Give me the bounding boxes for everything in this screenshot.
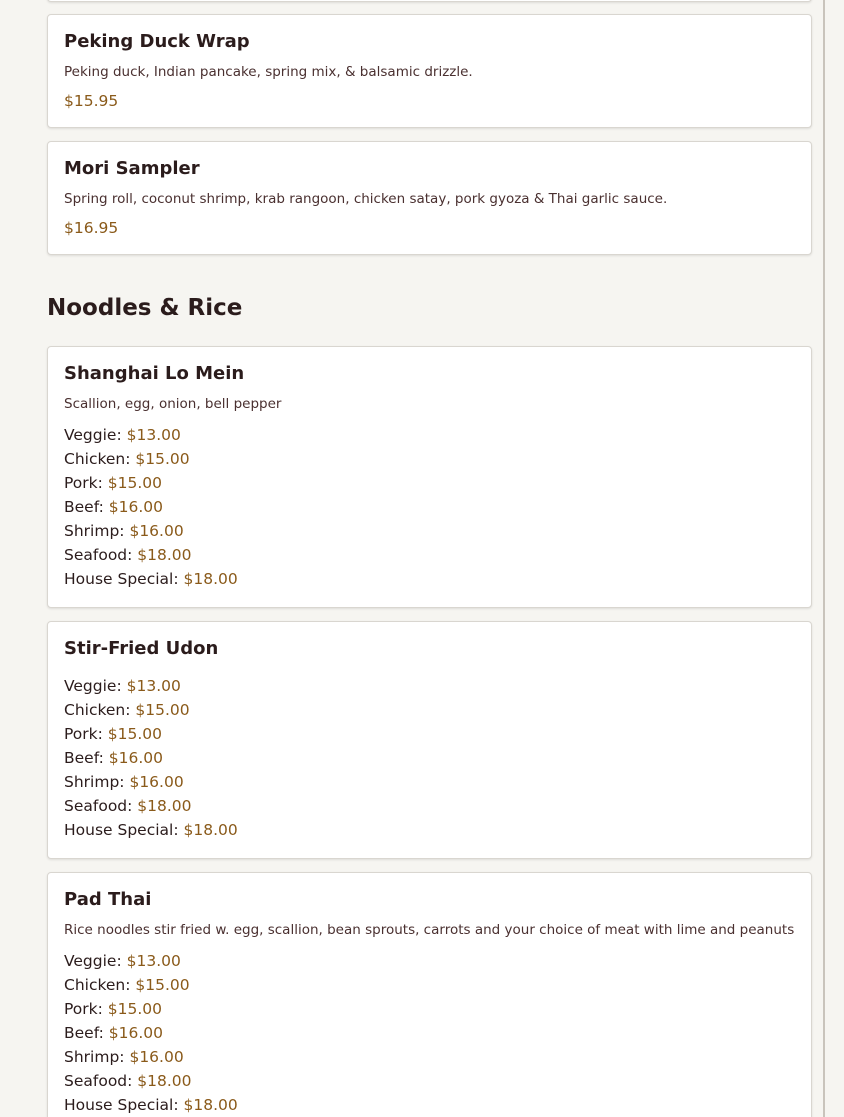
- menu-item-card: [47, 872, 812, 1117]
- price-option: [64, 794, 795, 818]
- price-label: Beef:: [64, 498, 104, 516]
- price-option: [64, 1093, 795, 1117]
- price-option: [64, 1045, 795, 1069]
- item-name: Stir-Fried Udon: [64, 638, 219, 659]
- menu-item-card: [47, 14, 812, 128]
- price-option: [64, 543, 795, 567]
- price-value: $15.00: [107, 474, 163, 492]
- menu-item-card: [47, 621, 812, 859]
- price-option: [64, 471, 795, 495]
- price-option: [64, 746, 795, 770]
- price-label: Seafood:: [64, 1072, 133, 1090]
- item-description: Rice noodles stir fried w. egg, scallion, bean sprouts, carrots and your choice of meat with lime and peanuts: [64, 922, 795, 938]
- item-name: Peking Duck Wrap: [64, 31, 250, 52]
- previous-menu-card: [47, 0, 812, 2]
- price-label: Chicken:: [64, 450, 131, 468]
- item-name: Pad Thai: [64, 889, 152, 910]
- price-value: $15.00: [135, 450, 190, 468]
- price-value: $18.00: [183, 821, 238, 839]
- price-value: $15.00: [107, 725, 163, 743]
- price-option: [64, 1069, 795, 1093]
- price-label: Pork:: [64, 474, 103, 492]
- price-label: Shrimp:: [64, 522, 125, 540]
- price-label: Seafood:: [64, 797, 133, 815]
- price-option: [64, 949, 795, 973]
- item-description: Peking duck, Indian pancake, spring mix, & balsamic drizzle.: [64, 64, 473, 80]
- price-label: House Special:: [64, 821, 179, 839]
- price-value: $18.00: [137, 1072, 192, 1090]
- price-value: $16.00: [108, 498, 164, 516]
- item-name: Mori Sampler: [64, 158, 200, 179]
- price-option: [64, 722, 795, 746]
- price-option: [64, 495, 795, 519]
- price-value: $18.00: [137, 797, 192, 815]
- item-description: Spring roll, coconut shrimp, krab rangoon, chicken satay, pork gyoza & Thai garlic sauce.: [64, 191, 668, 207]
- price-label: Veggie:: [64, 952, 122, 970]
- item-description: Scallion, egg, onion, bell pepper: [64, 396, 282, 412]
- price-label: House Special:: [64, 570, 179, 588]
- price-value: $15.00: [107, 1000, 163, 1018]
- price-option: [64, 698, 795, 722]
- price-label: Seafood:: [64, 546, 133, 564]
- price-label: Shrimp:: [64, 1048, 125, 1066]
- price-option: [64, 519, 795, 543]
- price-label: Veggie:: [64, 426, 122, 444]
- price-option: [64, 770, 795, 794]
- price-label: Chicken:: [64, 976, 131, 994]
- price-option: [64, 997, 795, 1021]
- price-label: Pork:: [64, 725, 103, 743]
- price-option: [64, 447, 795, 471]
- price-value: $15.00: [135, 976, 190, 994]
- price-value: $16.00: [108, 749, 164, 767]
- price-option: [64, 818, 795, 842]
- menu-item-card: [47, 141, 812, 255]
- price-value: $13.00: [126, 952, 181, 970]
- price-value: $13.00: [126, 677, 181, 695]
- price-value: $18.00: [183, 570, 238, 588]
- price-option: [64, 567, 795, 591]
- price-value: $15.00: [135, 701, 190, 719]
- item-price: $15.95: [64, 92, 119, 110]
- section-title: Noodles & Rice: [47, 295, 243, 321]
- price-label: Shrimp:: [64, 773, 125, 791]
- item-price: $16.95: [64, 219, 119, 237]
- page-edge-divider: [823, 0, 825, 1117]
- menu-content: [47, 0, 812, 1117]
- price-label: Veggie:: [64, 677, 122, 695]
- price-value: $18.00: [183, 1096, 238, 1114]
- price-option: [64, 1021, 795, 1045]
- price-label: House Special:: [64, 1096, 179, 1114]
- price-value: $16.00: [108, 1024, 164, 1042]
- price-option: [64, 973, 795, 997]
- price-label: Beef:: [64, 749, 104, 767]
- price-value: $13.00: [126, 426, 181, 444]
- item-name: Shanghai Lo Mein: [64, 363, 245, 384]
- price-value: $16.00: [129, 522, 184, 540]
- price-label: Pork:: [64, 1000, 103, 1018]
- price-value: $18.00: [137, 546, 192, 564]
- menu-item-card: [47, 346, 812, 608]
- price-value: $16.00: [129, 773, 184, 791]
- price-label: Chicken:: [64, 701, 131, 719]
- price-option: [64, 674, 795, 698]
- price-value: $16.00: [129, 1048, 184, 1066]
- price-option: [64, 423, 795, 447]
- price-label: Beef:: [64, 1024, 104, 1042]
